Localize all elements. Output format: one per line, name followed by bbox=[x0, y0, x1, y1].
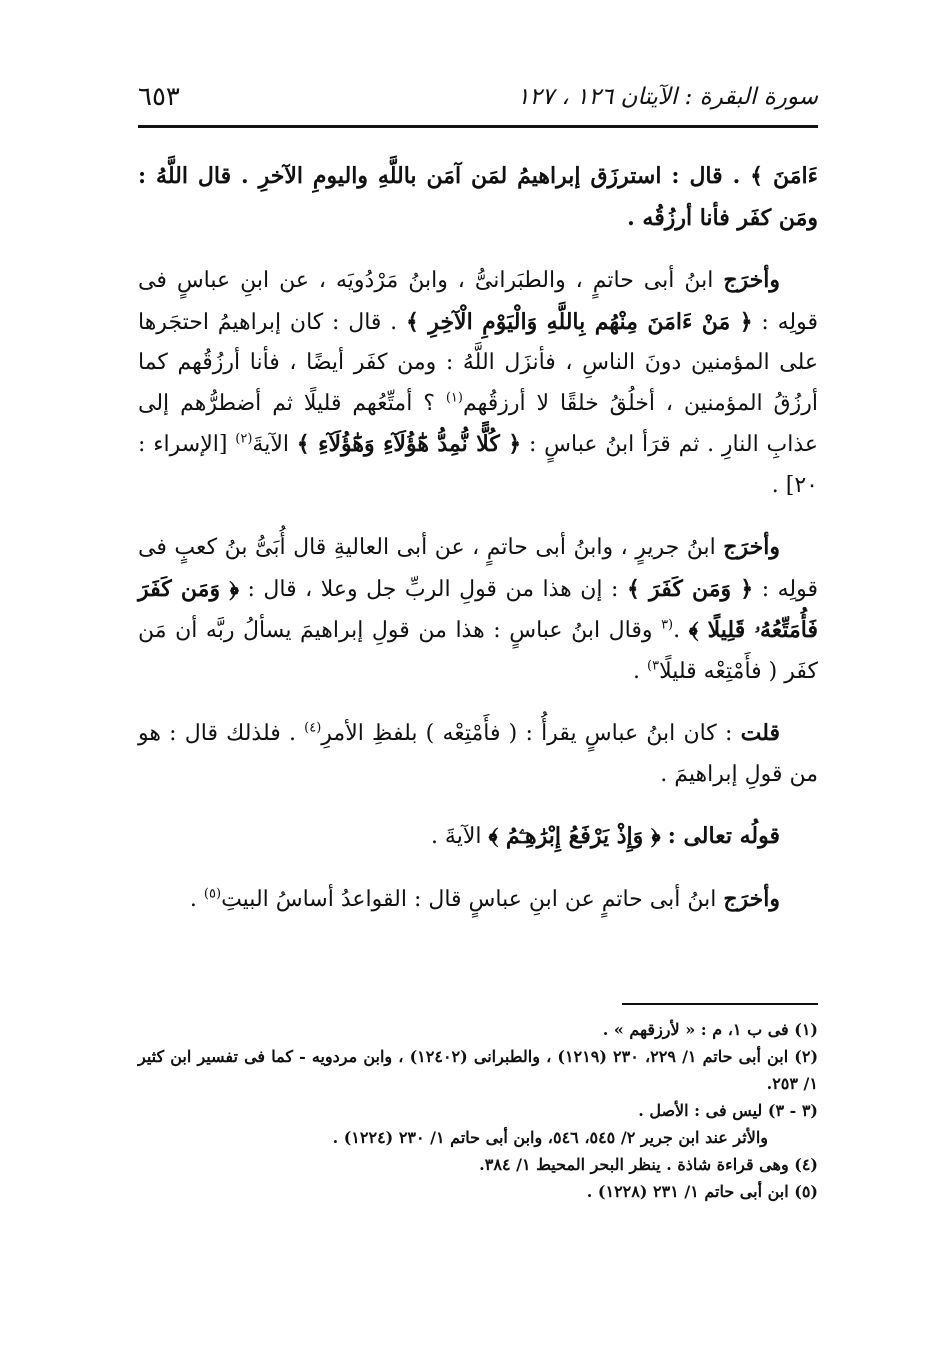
paragraph-3-text-1: ابنُ جريرٍ ، وابنُ أبى حاتمٍ ، عن أبى العاليةِ قال أُبَىُّ بنُ كعبٍ فى قولِه : bbox=[138, 535, 819, 602]
footnote-marker: (٥) bbox=[203, 886, 222, 902]
paragraph-3-lead: وأخرَج bbox=[723, 534, 780, 560]
footnote-5: (٥) ابن أبى حاتم ١/ ٢٣١ (١٢٢٨) . bbox=[586, 1182, 818, 1201]
quran-quote: ﴿ وَإِذْ يَرْفَعُ إِبْرَٰهِـۧمُ ﴾ bbox=[488, 823, 661, 849]
paragraph-3-text-2: : إن هذا من قولِ الربِّ جل وعلا ، قال : bbox=[247, 576, 619, 602]
footnote-rule bbox=[622, 1003, 818, 1005]
paragraph-2-text-2: . قال : كان إبراهيمُ احتجَرها على المؤمنين دونَ الناسِ ، فأنزَل اللَّهُ : ومن كفَر أيضًا ، فأنا أرزُقُهم كما أرزُقُ المؤمنين ، أخلُقُ خلقًا لا أرزقُهم bbox=[138, 309, 818, 416]
page-number: ٦٥٣ bbox=[138, 82, 180, 112]
paragraph-4-text-1: : كان ابنُ عباسٍ يقرأُ : ( فأَمْتِعْه ) بلفظِ الأمرِ bbox=[321, 721, 733, 746]
paragraph-4-lead: قلت bbox=[740, 720, 780, 746]
paragraph-2-text-4: الآيةَ bbox=[252, 432, 289, 457]
paragraph-5-lead: قولُه تعالى : bbox=[667, 823, 780, 849]
footnote-2: (٢) ابن أبى حاتم ١/ ٢٢٩، ٢٣٠ (١٢١٩) ، والطبرانى (١٢٤٠٢) ، وابن مردويه - كما فى تفسير ابن كثير ١/ ٢٥٣. bbox=[138, 1047, 819, 1093]
paragraph-5-text-1: الآيةَ . bbox=[430, 824, 482, 849]
paragraph-2-text-1: ابنُ أبى حاتمٍ ، والطبَرانىُّ ، وابنُ مَرْدُويَه ، عن ابنِ عباسٍ فى قولِه : bbox=[138, 268, 818, 335]
header-title: سورة البقرة : الآيتان ١٢٦ ، ١٢٧ bbox=[517, 84, 818, 110]
running-head bbox=[138, 82, 818, 118]
footnote-1: (١) فى ب ١، م : « لأرزقهم » . bbox=[602, 1020, 818, 1039]
paragraph-2-lead: وأخرَج bbox=[723, 267, 780, 293]
paragraph-2-text-3: ؟ أمتِّعُهم قليلًا ثم أضطرُّهم إلى عذابِ النارِ . ثم قرَأ ابنُ عباسٍ : bbox=[138, 390, 818, 457]
footnote-3-continuation: والأثر عند ابن جرير ٢/ ٥٤٥، ٥٤٦، وابن أبى حاتم ١/ ٢٣٠ (١٢٢٤) . bbox=[332, 1128, 768, 1147]
paragraph-2-text-5: [الإسراء : ٢٠] . bbox=[138, 432, 818, 498]
footnote-4: (٤) وهى قراءة شاذة . ينظر البحر المحيط ١/ ٣٨٤. bbox=[479, 1155, 818, 1174]
paragraph-3-text-3: . bbox=[673, 618, 681, 643]
footnote-marker: ٣) bbox=[647, 658, 660, 674]
quran-quote: ﴿ كُلًّا نُّمِدُّ هَٰٓؤُلَآءِ وَهَٰٓؤُلَآءِ ﴾ bbox=[296, 431, 522, 457]
paragraph-6 bbox=[138, 879, 818, 921]
paragraph-6-text-2: . bbox=[189, 886, 197, 912]
quran-quote: ﴿ مَنْ ءَامَنَ مِنْهُم بِاللَّهِ وَالْيَوْمِ الْآخِرِ ﴾ bbox=[405, 308, 753, 335]
paragraph-4-text-2: . فلذلك قال : هو من قولِ إبراهيمَ . bbox=[138, 721, 818, 787]
quran-quote: ﴿ وَمَن كَفَرَ فَأُمَتِّعُهُۥ قَلِيلًا ﴾ bbox=[138, 575, 818, 643]
paragraph-6-text-1: ابنُ أبى حاتمٍ عن ابنِ عباسٍ قال : القواعدُ أساسُ البيتِ bbox=[221, 886, 717, 912]
paragraph-3-text-4: وقال ابنُ عباسٍ : هذا من قولِ إبراهيمَ يسألُ ربَّه أن مَن كفَر ( فأَمْتِعْه قليلًا bbox=[138, 618, 818, 684]
paragraph-3 bbox=[138, 527, 818, 692]
footnote-marker: (٣ bbox=[661, 617, 674, 633]
footnote-marker: (٤) bbox=[304, 720, 322, 736]
footnotes bbox=[138, 1016, 818, 1205]
header-rule bbox=[138, 125, 818, 128]
footnote-3: (٣ - ٣) ليس فى : الأصل . bbox=[638, 1101, 818, 1120]
paragraph-2 bbox=[138, 260, 818, 506]
footnote-marker: (١) bbox=[445, 390, 463, 406]
paragraph-1-text: ءَامَنَ ﴾ . قال : استرزَق إبراهيمُ لمَن آمَن باللَّهِ واليومِ الآخرِ . قال اللَّهُ : ومَن كفَر فأنا أرزُقُه . bbox=[138, 163, 818, 231]
footnote-marker: (٢) bbox=[235, 431, 253, 447]
paragraph-3-text-5: . bbox=[633, 658, 641, 684]
paragraph-4 bbox=[138, 713, 818, 795]
main-text bbox=[138, 156, 818, 941]
paragraph-1 bbox=[138, 156, 818, 239]
paragraph-5 bbox=[138, 816, 818, 858]
paragraph-6-lead: وأخرَج bbox=[723, 885, 780, 912]
quran-quote: ﴿ وَمَن كَفَرَ ﴾ bbox=[626, 575, 754, 602]
